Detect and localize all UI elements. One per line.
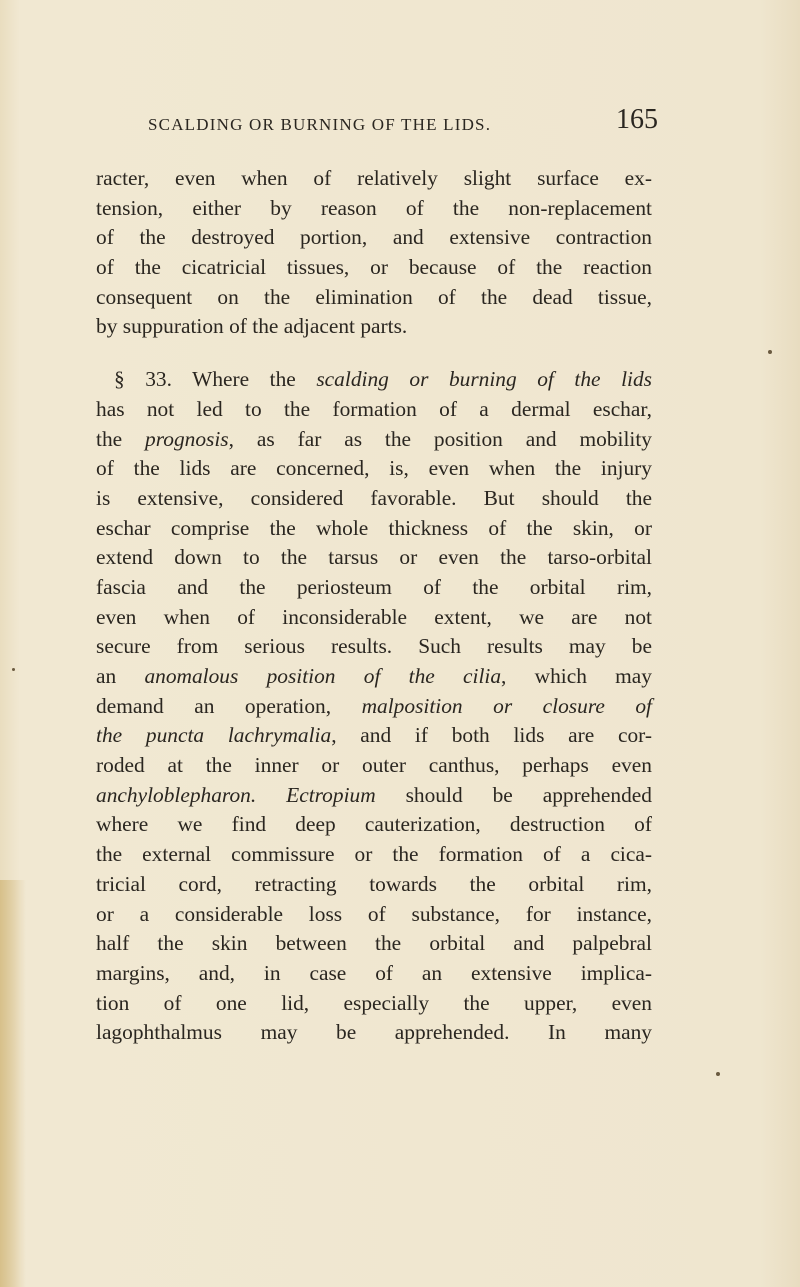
- page-number: 165: [616, 104, 658, 135]
- text-run: fascia and the periosteum of the orbital rim,: [96, 574, 652, 599]
- running-head: SCALDING OR BURNING OF THE LIDS.: [148, 115, 492, 134]
- italic-term: anomalous position of the cilia: [144, 664, 502, 688]
- text-run: consequent on the elimination of the dead tissue,: [96, 284, 652, 309]
- text-run: margins, and, in case of an extensive implica-: [96, 960, 652, 985]
- italic-term: the puncta lachrymalia: [96, 723, 332, 748]
- text-line: [96, 751, 652, 781]
- text-line: [96, 514, 652, 544]
- text-line: [96, 283, 652, 313]
- text-run: racter, even when of relatively slight surface ex-: [96, 166, 652, 190]
- italic-term: Ectropium: [286, 782, 376, 807]
- print-speck: [12, 668, 15, 671]
- paragraph-2: [96, 365, 652, 1048]
- text-line: [96, 840, 652, 870]
- text-line: [96, 929, 652, 959]
- text-run: should be apprehended: [375, 782, 652, 807]
- text-run: demand an operation,: [96, 693, 362, 718]
- text-line: [96, 632, 652, 662]
- italic-term: scalding or burning of the lids: [316, 367, 652, 392]
- text-run: where we find deep cauterization, destruction of: [96, 812, 652, 837]
- text-run: half the skin between the orbital and palpebral: [96, 931, 652, 956]
- text-line: [96, 395, 652, 425]
- text-run: by suppuration of the adjacent parts.: [96, 314, 408, 339]
- text-run: the external commissure or the formation of a cica-: [96, 842, 652, 867]
- text-run: tension, either by reason of the non-replacement: [96, 195, 652, 220]
- text-run: even when of inconsiderable extent, we are not: [96, 604, 652, 629]
- text-line: [96, 870, 652, 900]
- text-line: [96, 692, 652, 722]
- text-run: lagophthalmus may be apprehended. In many: [96, 1020, 652, 1045]
- text-run: of the cicatricial tissues, or because of the reaction: [96, 255, 652, 280]
- text-run: is extensive, considered favorable. But should the: [96, 485, 652, 510]
- print-speck: [716, 1072, 720, 1076]
- text-line: [96, 662, 652, 692]
- text-run: of the destroyed portion, and extensive contraction: [96, 225, 652, 250]
- text-run: , as far as the position and mobility: [228, 426, 653, 451]
- text-line: [96, 425, 652, 455]
- text-run: roded at the inner or outer canthus, perhaps even: [96, 753, 652, 778]
- text-line: [96, 603, 652, 633]
- text-run: , and if both lids are cor-: [331, 723, 652, 748]
- text-line: [96, 484, 652, 514]
- text-line: [96, 543, 652, 573]
- text-line: [96, 365, 652, 395]
- text-run: eschar comprise the whole thickness of the skin, or: [96, 515, 652, 540]
- italic-term: anchyloblepharon.: [96, 782, 257, 807]
- page-edge-stain: [0, 880, 26, 1287]
- text-run: has not led to the formation of a dermal eschar,: [96, 396, 652, 421]
- text-run: tricial cord, retracting towards the orbital rim,: [96, 871, 652, 896]
- text-line: [96, 959, 652, 989]
- text-line: [96, 573, 652, 603]
- text-line: [96, 253, 652, 283]
- text-run: § 33. Where the: [114, 367, 317, 392]
- text-line: [96, 810, 652, 840]
- text-line: [96, 900, 652, 930]
- text-run: secure from serious results. Such results may be: [96, 634, 652, 659]
- text-line: [96, 1018, 652, 1048]
- text-run: an: [96, 664, 145, 688]
- text-line: [96, 164, 652, 194]
- italic-term: prognosis: [145, 426, 229, 451]
- text-line: [96, 781, 652, 811]
- paragraph-1: [96, 164, 652, 342]
- text-run: the: [96, 426, 146, 451]
- text-line: [96, 454, 652, 484]
- text-run: or a considerable loss of substance, for instance,: [96, 901, 652, 926]
- text-line: [96, 312, 652, 342]
- text-line: [96, 721, 652, 751]
- text-line: [96, 989, 652, 1019]
- text-run: [256, 783, 286, 807]
- text-run: of the lids are concerned, is, even when the injury: [96, 456, 652, 481]
- italic-term: malposition or closure of: [361, 693, 652, 718]
- text-run: , which may: [501, 664, 652, 688]
- text-run: extend down to the tarsus or even the tarso-orbital: [96, 545, 652, 570]
- text-run: tion of one lid, especially the upper, even: [96, 990, 652, 1015]
- body-text: [96, 164, 652, 1048]
- text-line: [96, 194, 652, 224]
- text-line: [96, 223, 652, 253]
- print-speck: [768, 350, 772, 354]
